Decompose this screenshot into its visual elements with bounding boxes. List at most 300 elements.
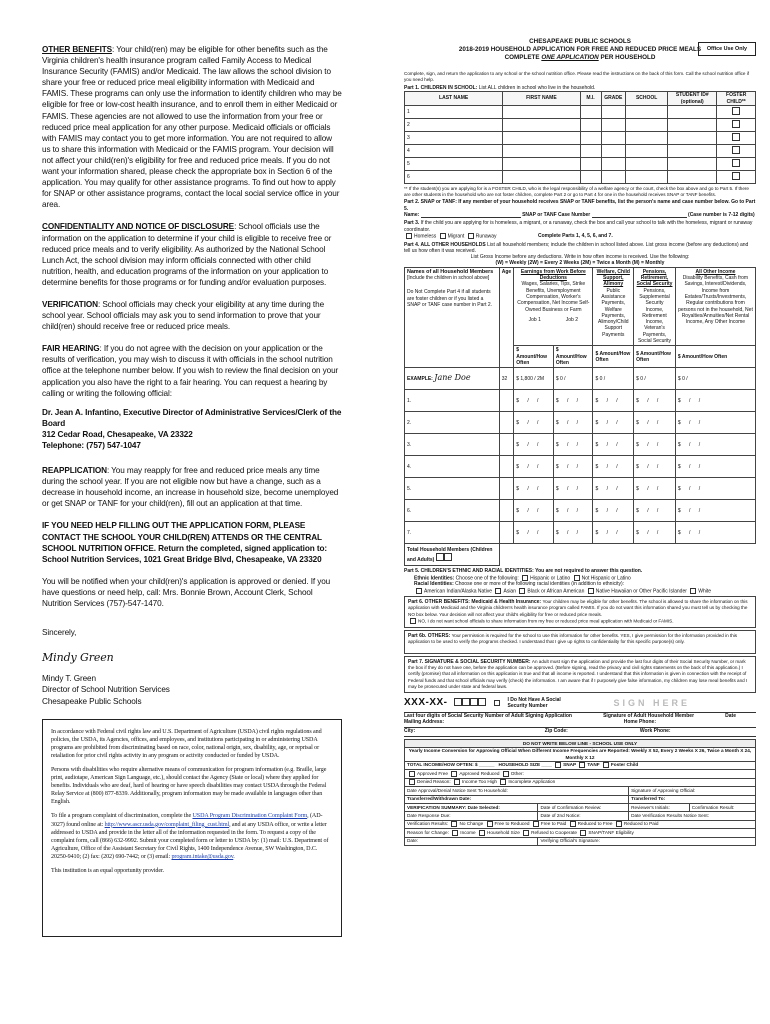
official-phone: Telephone: (757) 547-1047	[42, 441, 141, 450]
member-row-number: 2.	[407, 419, 412, 426]
child-mi[interactable]	[580, 170, 601, 183]
example-job2: $ 0 /	[553, 368, 593, 390]
member-welfare-field[interactable]: $ / /	[593, 500, 634, 522]
member-row-number: 6.	[407, 507, 412, 514]
child-grade[interactable]	[601, 105, 626, 118]
race-black-label: Black or African American	[527, 587, 585, 594]
foster-child-checkbox[interactable]	[732, 133, 740, 141]
ssn-boxes[interactable]	[454, 698, 486, 708]
child-school[interactable]	[626, 157, 668, 170]
child-school[interactable]	[626, 131, 668, 144]
rc-income-label: Income	[460, 829, 476, 835]
nd-paragraph-2: Persons with disabilities who require alternative means of communication for program information (e.g. Braille, large print, audiotape, American Sign Language, etc.), should contact the Agency (State or local) where they applied for benefits. Individuals who are deaf, hard of hearing or have speech disabilities may contact USDA through the Federal Relay Service at (800) 877-8339. Additionally, program information may be made available in languages other than English.	[51, 766, 327, 806]
child-last-name[interactable]	[405, 131, 503, 144]
part6b-box	[404, 630, 756, 654]
foster-child-checkbox[interactable]	[732, 172, 740, 180]
child-grade[interactable]	[601, 170, 626, 183]
member-age-field[interactable]	[499, 522, 513, 544]
race-ai-checkbox[interactable]	[416, 588, 422, 594]
child-first-name[interactable]	[503, 157, 580, 170]
example-label: EXAMPLE:	[407, 376, 433, 383]
part3-complete: Complete Parts 1, 4, 5, 6, and 7.	[537, 233, 613, 240]
total-income-label: TOTAL INCOME/HOW OFTEN: $	[407, 762, 478, 768]
signature-label[interactable]: Signature of Adult Household Member	[603, 712, 695, 719]
verification-text: : School officials may check your eligibility at any time during the school year. School officials may ask you to send information to prove that your child(ren) should receive free or reduced price meals.	[42, 299, 325, 332]
rc-refused-checkbox[interactable]	[523, 830, 529, 836]
child-school[interactable]	[626, 170, 668, 183]
member-age-field[interactable]	[499, 456, 513, 478]
notify-paragraph: You will be notified when your child(ren)'s application is approved or denied. If you have questions or need help, call: Mrs. Bonnie Brown, Account Clerk, School Nutrition Services (757)-547-1470.	[42, 576, 331, 609]
member-pension-field[interactable]: $ / /	[634, 390, 676, 412]
child-last-name[interactable]	[405, 170, 503, 183]
part2-name-label: Name:	[404, 212, 420, 219]
total-members-blank	[499, 544, 755, 566]
verif-notice-field[interactable]: Date Verification Results Notice Sent:	[629, 812, 756, 820]
child-row-number: 2	[407, 121, 410, 128]
nd-text-d: .	[233, 853, 235, 860]
fair-hearing-text: : If you do not agree with the decision on your application or the results of verification, you may wish to discuss it with officials in the school nutrition office at the telephone number below. If you wish to review the final decision on your application you also have the right to a fair hearing. You can request a hearing by calling or writing the following official:	[42, 344, 339, 398]
nd-text-b: , (AD-3027) found online at:	[51, 813, 323, 828]
member-job1-field[interactable]: $ / /	[514, 500, 554, 522]
approved-reduced-checkbox[interactable]	[451, 771, 457, 777]
example-amount: $ 1,800	[516, 375, 533, 382]
complaint-form-link[interactable]: USDA Program Discrimination Complaint Form	[192, 813, 308, 820]
child-mi[interactable]	[580, 118, 601, 131]
other-benefits-paragraph	[42, 44, 342, 210]
member-row	[405, 390, 756, 412]
approved-free-label: Approved Free	[417, 771, 449, 777]
confirm-date-field[interactable]: Date of Confirmation Review:	[538, 804, 629, 812]
child-first-name[interactable]	[503, 105, 580, 118]
children-header-row	[405, 92, 756, 106]
example-pension: $ 0 /	[634, 368, 676, 390]
child-mi[interactable]	[580, 144, 601, 157]
example-frequency: 2M	[537, 375, 545, 382]
approved-free-checkbox[interactable]	[409, 771, 415, 777]
amt-hdr-other: $ Amount/How Often	[675, 346, 755, 368]
migrant-label: Migrant	[447, 233, 465, 240]
office-total-row: TOTAL INCOME/HOW OFTEN: $ ______ HOUSEHOLD SIZE ____ SNAP TANF Foster Child	[405, 762, 756, 770]
part4-heading	[404, 242, 756, 255]
not-hispanic-label: Not Hispanic or Latino	[581, 574, 631, 581]
child-mi[interactable]	[580, 157, 601, 170]
part1-label: Part 1. CHILDREN IN SCHOOL:	[404, 84, 478, 91]
part4-label: Part 4. ALL OTHER HOUSEHOLDS	[404, 241, 486, 248]
member-job2-field[interactable]: $ / /	[553, 500, 593, 522]
last-four-label: Last four digits of Social Security Number of Adult Signing Application	[404, 712, 572, 719]
member-welfare-field[interactable]: $ / /	[593, 390, 634, 412]
other-income-sub: Disability Benefits, Cash from Savings, Interest/Dividends, Income from Estates/Trusts/Investments, Regular contributions from persons not in the household, Net Royalties/Annuities/Net Rental Income, Any Other Income	[678, 275, 753, 326]
job2-label: Job 2	[565, 316, 579, 323]
part2-case-field[interactable]	[592, 212, 687, 218]
amt-hdr-welfare: $ Amount/How Often	[593, 346, 634, 368]
confidentiality-text: : School officials use the information on the application to determine if your child is eligible to receive free or reduced price meals and to verify eligibility. As authorized by the National School Lunch Act, the school division may inform officials connected with other child nutrition, health, and education programs of the information on your application to determine benefits for those programs or for funding and/or evaluation purposes.	[42, 222, 332, 287]
foster-label: Foster Child	[610, 762, 639, 768]
col-school: SCHOOL	[626, 92, 668, 106]
part4-sub: List Gross Income before any deductions. Write in how often income is received. Use the following:	[470, 254, 690, 261]
vr-free-reduced-checkbox[interactable]	[487, 821, 493, 827]
child-first-name[interactable]	[503, 118, 580, 131]
racial-text: Choose one or more of the following racial identities (in addition to ethnicity):	[455, 581, 625, 588]
member-other-field[interactable]: $ / /	[675, 522, 755, 544]
incomplete-label: Incomplete Application	[508, 779, 556, 785]
member-job2-field[interactable]: $ / /	[553, 390, 593, 412]
vr-no-change-checkbox[interactable]	[451, 821, 457, 827]
nd-paragraph-3	[51, 812, 333, 861]
member-pension-field[interactable]: $ / /	[634, 522, 676, 544]
race-black-checkbox[interactable]	[519, 588, 525, 594]
member-name-field[interactable]	[405, 478, 500, 500]
rc-household-checkbox[interactable]	[479, 830, 485, 836]
welfare-header	[593, 267, 634, 346]
reapplication-paragraph	[42, 465, 342, 509]
member-pension-field[interactable]: $ / /	[634, 456, 676, 478]
child-grade[interactable]	[601, 118, 626, 131]
earnings-sub: Wages, Salaries, Tips, Strike Benefits, Unemployment Compensation, Worker's Compensation, Net Income Self-Owned Business or Farm	[517, 281, 590, 313]
signer-block	[42, 673, 342, 706]
member-job1-field[interactable]: $ / /	[514, 456, 554, 478]
other-benefits-heading: OTHER BENEFITS	[42, 45, 113, 54]
foster-child-checkbox[interactable]	[732, 120, 740, 128]
reapplication-text: : You may reapply for free and reduced price meals any time during the school year. If you are not eligible now but have a change, such as a decrease in household income, an increase in household size, become unemployed or get SNAP or TANF for your child(ren), fill out an application at that time.	[42, 466, 339, 509]
city-field[interactable]: City:	[404, 728, 416, 735]
pension-header	[634, 267, 676, 346]
example-age: 32	[499, 368, 513, 390]
member-age-field[interactable]	[499, 412, 513, 434]
member-welfare-field[interactable]: $ / /	[593, 522, 634, 544]
member-pension-field[interactable]: $ / /	[634, 434, 676, 456]
ethnic-text: Choose one of the following:	[455, 574, 519, 581]
verification-summary[interactable]: VERIFICATION SUMMARY: Date Selected:	[405, 804, 538, 812]
reviewer-initials-field[interactable]: Reviewer's Initials:	[629, 804, 690, 812]
earnings-title: Earnings from Work Before Deductions	[520, 268, 586, 282]
other-label: Other:	[510, 771, 524, 777]
child-row	[405, 131, 756, 144]
official-signature-field[interactable]: Signature of Approving Official:	[629, 787, 756, 795]
child-student-id[interactable]	[668, 144, 717, 157]
part6-label: Part 6. OTHER BENEFITS: Medicaid & Health Insurance:	[408, 599, 542, 606]
child-row-number: 1	[407, 108, 410, 115]
member-other-field[interactable]: $ / /	[675, 434, 755, 456]
ssn-row	[404, 697, 756, 710]
member-other-field[interactable]: $ / /	[675, 478, 755, 500]
rc-income-checkbox[interactable]	[452, 830, 458, 836]
part2-heading: Part 2. SNAP or TANF: If any member of your household receives SNAP or TANF benefits, list the person's name and case number below. Go to Part 5.	[404, 199, 756, 212]
amt-hdr-job1: $ Amount/How Often	[514, 346, 554, 368]
foster-cell	[717, 118, 756, 131]
member-other-field[interactable]: $ / /	[675, 412, 755, 434]
signer-title: Director of School Nutrition Services	[42, 685, 170, 695]
response-due-field[interactable]: Date Response Due:	[405, 812, 538, 820]
title-3c: PER HOUSEHOLD	[598, 53, 656, 61]
home-phone-field[interactable]: Home Phone:	[623, 719, 656, 726]
member-age-field[interactable]	[499, 478, 513, 500]
child-student-id[interactable]	[668, 157, 717, 170]
member-age-field[interactable]	[499, 390, 513, 412]
part3-options	[404, 233, 756, 240]
hearing-official	[42, 407, 342, 451]
member-name-field[interactable]	[405, 390, 500, 412]
form-title-1: CHESAPEAKE PUBLIC SCHOOLS	[529, 38, 631, 45]
fair-hearing-paragraph	[42, 343, 342, 398]
part2-case-label: SNAP or TANF Case Number	[522, 212, 591, 219]
member-name-field[interactable]	[405, 434, 500, 456]
child-school[interactable]	[626, 118, 668, 131]
member-row	[405, 500, 756, 522]
total-members-box-1[interactable]	[436, 553, 444, 561]
member-job2-field[interactable]: $ / /	[553, 434, 593, 456]
member-other-field[interactable]: $ / /	[675, 390, 755, 412]
no-share-checkbox[interactable]	[410, 618, 416, 624]
member-job1-field[interactable]: $ / /	[514, 390, 554, 412]
member-row-number: 7.	[407, 529, 412, 536]
rc-household-label: Household Size	[486, 829, 520, 835]
address-row	[404, 719, 756, 728]
child-student-id[interactable]	[668, 105, 717, 118]
member-welfare-field[interactable]: $ / /	[593, 456, 634, 478]
foster-child-checkbox[interactable]	[732, 159, 740, 167]
homeless-checkbox[interactable]	[406, 233, 412, 239]
verification-paragraph	[42, 299, 342, 332]
member-name-field[interactable]	[405, 456, 500, 478]
zip-field[interactable]: Zip Code:	[544, 728, 568, 735]
race-white-label: White	[698, 587, 712, 594]
signature-labels	[404, 712, 756, 719]
verif-results-row	[405, 820, 756, 828]
welfare-title: Welfare, Child Support, Alimony	[596, 268, 630, 288]
member-row	[405, 412, 756, 434]
member-job1-field[interactable]: $ / /	[514, 434, 554, 456]
denied-label: Denied Reason:	[417, 779, 451, 785]
date-label[interactable]: Date	[725, 712, 736, 719]
incomplete-checkbox[interactable]	[500, 779, 506, 785]
foster-cell	[717, 170, 756, 183]
reason-label: Reason for Change:	[407, 829, 449, 835]
child-student-id[interactable]	[668, 170, 717, 183]
other-benefits-text: : Your child(ren) may be eligible for other benefits such as the Virginia children's health insurance program called Family Access to Medical Insurance Security (FAMIS) and/or Medicaid. The law allows the school division to share your free or reduced price meal eligibility information with Medicaid and FAMIS. These programs can only use the information to identify children who may be eligible for free or low-cost health insurance, and to enroll them in either Medicaid or FAMIS. These agencies are not allowed to use the information from your free or reduced price meal application for any other purpose. Medicaid officials or officials with FAMIS may contact you to get more information. You are not required to allow us to share this information with Medicaid or the FAMIS program. Your decision will not affect your child(ren)'s eligibility for free and reduced price meals. If you do not want your information shared, please check the appropriate box in Section 6 of the application. You may qualify for other assistance programs. To find out how to apply for SNAP or other assistance programs, contact the local social service office in your area.	[42, 45, 342, 210]
nd-text-a: To file a program complaint of discrimination, complete the	[51, 813, 193, 820]
member-row	[405, 434, 756, 456]
child-row	[405, 170, 756, 183]
example-zero-3: 0	[640, 375, 644, 382]
age-header: Age	[499, 267, 513, 368]
email-link[interactable]: program.intake@usda.gov	[171, 853, 234, 860]
hispanic-label: Hispanic or Latino	[530, 574, 571, 581]
col-last-name: LAST NAME	[405, 92, 503, 106]
confidentiality-heading: CONFIDENTIALITY AND NOTICE OF DISCLOSURE	[42, 222, 235, 232]
other-income-title: All Other Income	[695, 268, 736, 275]
confirm-result-field[interactable]: Confirmation Result:	[689, 804, 755, 812]
child-first-name[interactable]	[503, 131, 580, 144]
vr-free-reduced-label: Free to Reduced	[494, 821, 530, 827]
example-name-cell	[405, 368, 500, 390]
example-welfare: $ 0 /	[593, 368, 634, 390]
part6b-text: Your permission is required for the school to use this information for other benefits. YES, I give permission for the information provided in this application to be used to verify the programs checked. I understand that I give up rights to confidentiality for this specific purpose(s) only.	[408, 632, 738, 644]
child-grade[interactable]	[601, 157, 626, 170]
complaint-url-link[interactable]: http://www.ascr.usda.gov/complaint_filing_cust.html	[104, 821, 230, 828]
child-last-name[interactable]	[405, 118, 503, 131]
migrant-checkbox[interactable]	[440, 233, 446, 239]
member-row	[405, 456, 756, 478]
total-members-cell	[405, 544, 500, 566]
homeless-label: Homeless	[414, 233, 437, 240]
denied-checkbox[interactable]	[409, 779, 415, 785]
part3-label: Part 3.	[404, 220, 420, 227]
foster-child-checkbox[interactable]	[732, 146, 740, 154]
child-grade[interactable]	[601, 131, 626, 144]
member-job2-field[interactable]: $ / /	[553, 412, 593, 434]
nd-paragraph-1: In accordance with Federal civil rights law and U.S. Department of Agriculture (USDA) civil rights regulations and policies, the USDA, its Agencies, offices, and employees, and institutions participating in or administering USDA programs are prohibited from discriminating based on race, color, national origin, sex, disability, age, or reprisal or retaliation for prior civil rights activity in any program or activity conducted or funded by USDA.	[51, 728, 322, 759]
transferred-date-field[interactable]: Transferred/Withdrawn Date:	[405, 795, 629, 803]
income-high-checkbox[interactable]	[454, 779, 460, 785]
other-checkbox[interactable]	[503, 771, 509, 777]
member-name-field[interactable]	[405, 412, 500, 434]
member-job2-field[interactable]: $ / /	[553, 522, 593, 544]
foster-checkbox[interactable]	[603, 762, 609, 768]
child-first-name[interactable]	[503, 170, 580, 183]
member-name-field[interactable]	[405, 500, 500, 522]
member-job1-field[interactable]: $ / /	[514, 478, 554, 500]
member-welfare-field[interactable]: $ / /	[593, 434, 634, 456]
member-job1-field[interactable]: $ / /	[514, 412, 554, 434]
hispanic-checkbox[interactable]	[522, 575, 528, 581]
help-paragraph: IF YOU NEED HELP FILLING OUT THE APPLICATION FORM, PLEASE CONTACT THE SCHOOL YOUR CHILD(REN) ATTENDS OR THE CENTRAL SCHOOL NUTRITION OFFICE. Return the completed, signed application to: School Nutrition Services, 1021 Great Bridge Blvd, Chesapeake, VA 23320	[42, 521, 327, 564]
vr-no-change-label: No Change	[459, 821, 484, 827]
office-use-box: Office Use Only	[698, 42, 756, 56]
race-nhpi-checkbox[interactable]	[588, 588, 594, 594]
names-title: Names of all Household Members	[407, 268, 494, 275]
verifying-signature-field[interactable]: Verifying Official's Signature:	[538, 837, 756, 845]
member-other-field[interactable]: $ / /	[675, 456, 755, 478]
tanf-checkbox[interactable]	[579, 762, 585, 768]
not-hispanic-checkbox[interactable]	[574, 575, 580, 581]
office-conversion: Yearly Income Conversion for Approving Official When Different Income Frequencies are Reported: Weekly X 52, Every 2 Weeks X 26, Twice a Month X 24, Monthly X 12	[405, 748, 756, 762]
names-note: Do Not Complete Part 4 if all students are foster children or if you listed a SNAP or TANF case number in Part 2.	[407, 289, 493, 308]
part2-fields	[404, 212, 756, 218]
member-welfare-field[interactable]: $ / /	[593, 478, 634, 500]
amt-hdr-pension: $ Amount/How Often	[634, 346, 676, 368]
city-row	[404, 728, 756, 737]
col-first-name: FIRST NAME	[503, 92, 580, 106]
child-row-number: 6	[407, 173, 410, 180]
mailing-address-field[interactable]: Mailing Address:	[404, 719, 445, 726]
child-mi[interactable]	[580, 131, 601, 144]
child-last-name[interactable]	[405, 105, 503, 118]
vr-reduced-paid-checkbox[interactable]	[616, 821, 622, 827]
racial-label: Racial Identities:	[414, 581, 454, 588]
work-phone-field[interactable]: Work Phone:	[639, 728, 671, 735]
office-approved-row	[405, 770, 756, 778]
office-denied-row	[405, 778, 756, 786]
child-school[interactable]	[626, 144, 668, 157]
race-ai-label: American Indian/Alaska Native	[424, 587, 493, 594]
vr-free-paid-checkbox[interactable]	[533, 821, 539, 827]
example-zero-4: 0	[682, 375, 685, 382]
snap-label: SNAP	[563, 762, 577, 768]
child-first-name[interactable]	[503, 144, 580, 157]
foster-cell	[717, 105, 756, 118]
vr-reduced-free-checkbox[interactable]	[570, 821, 576, 827]
member-welfare-field[interactable]: $ / /	[593, 412, 634, 434]
date-approval-field[interactable]: Date Approval/Denial Notice Sent To Household:	[405, 787, 629, 795]
member-pension-field[interactable]: $ / /	[634, 412, 676, 434]
reapplication-heading: REAPPLICATION	[42, 466, 107, 476]
signer-name: Mindy T. Green	[42, 674, 96, 684]
member-job2-field[interactable]: $ / /	[553, 478, 593, 500]
part7-label: Part 7. SIGNATURE & SOCIAL SECURITY NUMBER:	[408, 658, 531, 665]
part3-text: If the child you are applying for is homeless, a migrant, or a runaway, check the box and call your school to talk with the homeless, migrant or runaway coordinator.	[404, 220, 753, 233]
income-high-label: Income Too High	[461, 779, 498, 785]
child-mi[interactable]	[580, 105, 601, 118]
member-age-field[interactable]	[499, 434, 513, 456]
no-ssn-checkbox[interactable]	[494, 700, 500, 706]
nd-paragraph-4: This institution is an equal opportunity provider.	[51, 868, 164, 874]
member-name-field[interactable]	[405, 522, 500, 544]
fair-hearing-heading: FAIR HEARING	[42, 344, 100, 354]
member-age-field[interactable]	[499, 500, 513, 522]
col-mi: M.I.	[580, 92, 601, 106]
verif-date-field[interactable]: Date:	[405, 837, 538, 845]
member-job2-field[interactable]: $ / /	[553, 456, 593, 478]
child-last-name[interactable]	[405, 144, 503, 157]
child-row	[405, 144, 756, 157]
total-members-row	[405, 544, 756, 566]
member-row-number: 4.	[407, 463, 412, 470]
names-header	[405, 267, 500, 368]
child-school[interactable]	[626, 105, 668, 118]
part6b-label: Part 6b. OTHERS:	[408, 632, 451, 639]
office-use-table	[404, 739, 756, 846]
vr-free-paid-label: Free to Paid	[540, 821, 567, 827]
part3-heading	[404, 220, 756, 233]
member-other-field[interactable]: $ / /	[675, 500, 755, 522]
foster-note: ** If the student(s) you are applying for is a FOSTER CHILD, who is the legal responsibility of a welfare agency or the court, check the box above and go to Part 5. If there are other students in the household who are not foster children, complete Part 2 or go to Part 4 for one in the household receives SNAP or TANF benefits.	[404, 185, 749, 197]
approved-reduced-label: Approved Reduced	[459, 771, 500, 777]
second-notice-field[interactable]: Date of 2nd Notice:	[538, 812, 629, 820]
child-last-name[interactable]	[405, 157, 503, 170]
no-share-label: NO, I do not want school officials to share information from my free or reduced price meal application with Medicaid or FAMIS.	[418, 618, 674, 624]
example-job1: $ 1,800 / 2M	[514, 368, 554, 390]
title-3b: ONE APPLICATION	[541, 53, 599, 61]
part6-option	[408, 618, 752, 625]
children-table	[404, 91, 756, 184]
total-members-box-2[interactable]	[444, 553, 452, 561]
child-student-id[interactable]	[668, 118, 717, 131]
child-row	[405, 157, 756, 170]
member-job1-field[interactable]: $ / /	[514, 522, 554, 544]
snap-checkbox[interactable]	[555, 762, 561, 768]
vr-reduced-free-label: Reduced to Free	[577, 821, 613, 827]
child-grade[interactable]	[601, 144, 626, 157]
earnings-header	[514, 267, 593, 346]
race-asian-checkbox[interactable]	[495, 588, 501, 594]
foster-cell	[717, 144, 756, 157]
official-address: 312 Cedar Road, Chesapeake, VA 23322	[42, 429, 193, 439]
part2-name-field[interactable]	[421, 212, 521, 218]
part7-box	[404, 656, 756, 693]
race-white-checkbox[interactable]	[690, 588, 696, 594]
runaway-checkbox[interactable]	[468, 233, 474, 239]
child-student-id[interactable]	[668, 131, 717, 144]
rc-snap-checkbox[interactable]	[580, 830, 586, 836]
part4-text: List all household members; include the children in school listed above. List gross income (before any deductions) and tell us how often it was received.	[404, 241, 749, 254]
foster-child-checkbox[interactable]	[732, 107, 740, 115]
pension-title: Pensions, Retirement, Social Security	[636, 268, 673, 288]
member-pension-field[interactable]: $ / /	[634, 478, 676, 500]
transferred-to-field[interactable]: Transferred To:	[629, 795, 756, 803]
member-pension-field[interactable]: $ / /	[634, 500, 676, 522]
racial-options	[414, 588, 756, 595]
